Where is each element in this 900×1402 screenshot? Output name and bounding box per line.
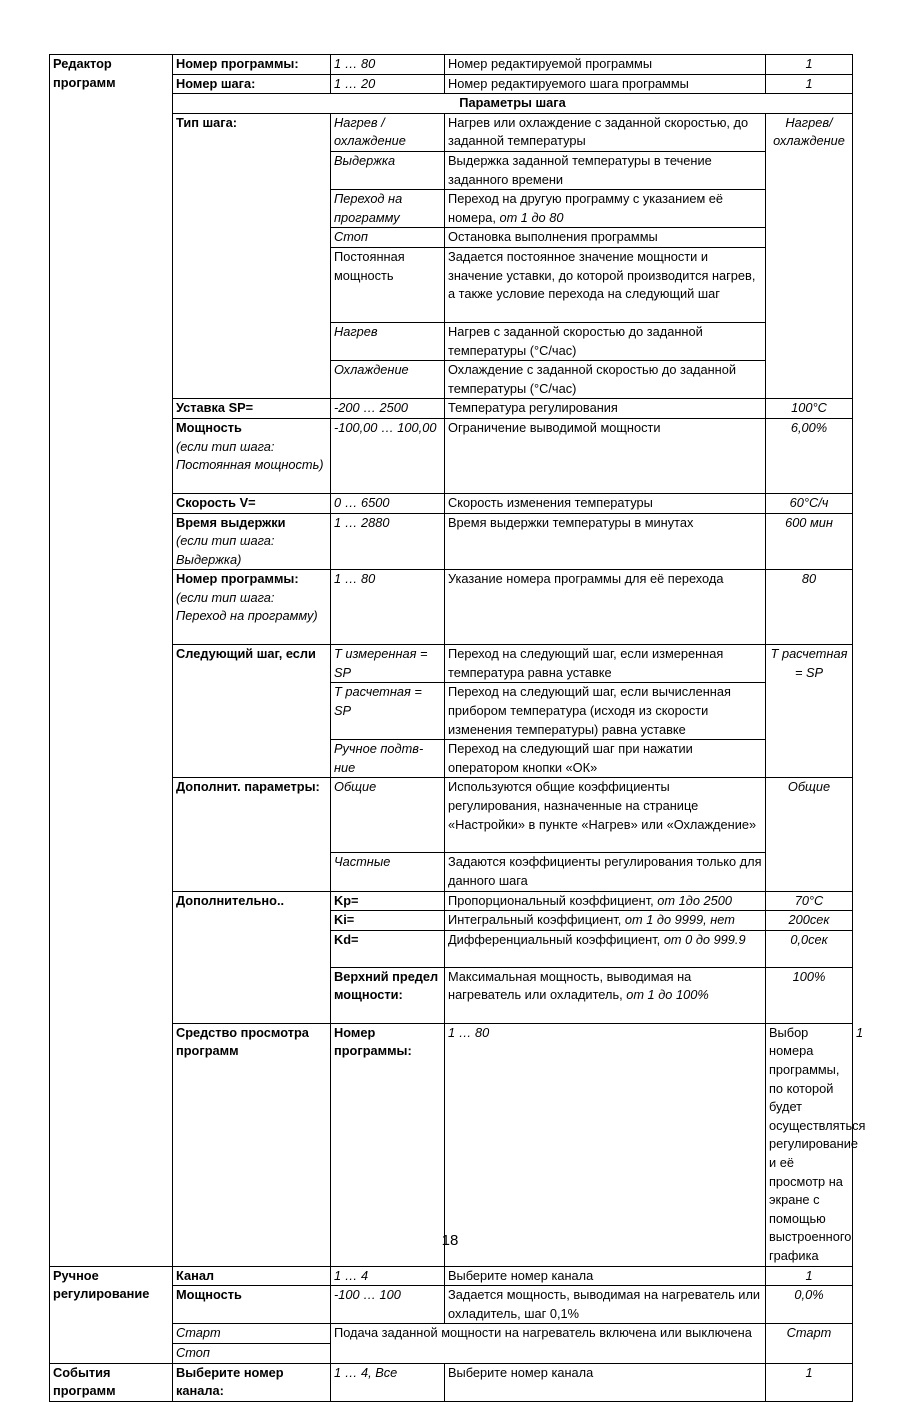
row-kd-cell-0: Kd= <box>331 930 445 967</box>
row-power-cell-2: Ограничение выводимой мощности <box>445 418 766 493</box>
row-manual-stop-cell-0: Стоп <box>173 1343 331 1363</box>
row-manual-channel-cell-0: Ручное регулирование <box>50 1266 173 1363</box>
row-setpoint-cell-1: -200 … 2500 <box>331 399 445 419</box>
row-manual-start-cell-2: Старт <box>766 1324 853 1363</box>
row-step-type-hold-cell-0: Выдержка <box>331 151 445 189</box>
cell-text-segment: Дифференциальный коэффициент, <box>448 931 664 947</box>
cell-text-segment: Переход на программу) <box>176 608 318 624</box>
row-next-step-measured-cell-2: Переход на следующий шаг, если измеренная температура равна уставке <box>445 645 766 683</box>
row-events-cell-3: Выберите номер канала <box>445 1363 766 1401</box>
row-manual-channel-cell-1: Канал <box>173 1266 331 1286</box>
cell-text-segment: (если тип шага: <box>176 589 275 605</box>
row-manual-power-cell-1: -100 … 100 <box>331 1286 445 1324</box>
row-step-number-cell-3: 1 <box>766 74 853 94</box>
row-power-cell-3: 6,00% <box>766 418 853 493</box>
row-next-step-measured-cell-3: Т расчетная = SP <box>766 645 853 778</box>
row-events-cell-4: 1 <box>766 1363 853 1401</box>
row-next-step-measured-cell-1: Т измеренная = SP <box>331 645 445 683</box>
row-extra-params-common-cell-3: Общие <box>766 778 853 891</box>
row-step-type-heating-cell-2: Нагрев или охлаждение с заданной скоростью, до заданной температуры <box>445 113 766 151</box>
row-events-cell-2: 1 … 4, Все <box>331 1363 445 1401</box>
row-program-number-cell-2: 1 … 80 <box>331 55 445 75</box>
row-extra-params-common-cell-2: Используются общие коэффициенты регулирования, назначенные на странице «Настройки» в пункте «Нагрев» или «Охлаждение» <box>445 778 766 853</box>
row-viewer-cell-1: Номер программы: <box>331 1023 445 1266</box>
row-kp-cell-0: Дополнительно.. <box>173 891 331 1023</box>
cell-text-segment: от 1 до 80 <box>499 209 564 225</box>
row-extra-params-private-cell-0: Частные <box>331 853 445 891</box>
row-extra-params-common-cell-1: Общие <box>331 778 445 853</box>
row-program-number-cell-4: 1 <box>766 55 853 75</box>
row-step-number-cell-0: Номер шага: <box>173 74 331 94</box>
row-ki-cell-1 <box>445 911 766 931</box>
row-program-number-cell-3: Номер редактируемой программы <box>445 55 766 75</box>
row-next-step-calculated-cell-0: Т расчетная = SP <box>331 683 445 740</box>
row-step-type-cool-cell-0: Охлаждение <box>331 361 445 399</box>
row-power-limit-cell-2: 100% <box>766 967 853 1023</box>
row-viewer-cell-0: Средство просмотра программ <box>173 1023 331 1266</box>
row-manual-channel-cell-4: 1 <box>766 1266 853 1286</box>
row-next-step-calculated-cell-1: Переход на следующий шаг, если вычисленная прибором температура (исходя из скорости изменения температуры) равна уставке <box>445 683 766 740</box>
row-kp-cell-2 <box>445 891 766 911</box>
row-step-type-hold-cell-1: Выдержка заданной температуры в течение заданного времени <box>445 151 766 189</box>
row-viewer-cell-2: 1 … 80 <box>445 1023 766 1266</box>
row-rate-cell-1: 0 … 6500 <box>331 493 445 513</box>
row-next-step-measured-cell-0: Следующий шаг, если <box>173 645 331 778</box>
row-power-limit-cell-0: Верхний предел мощности: <box>331 967 445 1023</box>
row-manual-channel <box>50 1266 853 1286</box>
row-step-type-constant-power-cell-0: Постоянная мощность <box>331 247 445 322</box>
row-hold-time-cell-1: 1 … 2880 <box>331 513 445 570</box>
cell-text-segment: Время выдержки <box>176 514 286 530</box>
row-manual-channel-cell-3: Выберите номер канала <box>445 1266 766 1286</box>
parameters-table-body <box>50 55 866 1402</box>
row-step-type-heating-cell-0: Тип шага: <box>173 113 331 399</box>
row-step-params-header-cell-0: Параметры шага <box>173 94 853 114</box>
cell-text-segment: Максимальная мощность, выводимая на нагреватель или охладитель, <box>448 968 692 1003</box>
row-step-type-heating-cell-3: Нагрев/ охлаждение <box>766 113 853 399</box>
cell-text-segment: от 1 до 9999, нет <box>624 912 735 928</box>
page-number: 18 <box>441 1232 459 1249</box>
row-goto-program-cell-3: 80 <box>766 570 853 645</box>
cell-text-segment: от 1 до 100% <box>626 987 709 1003</box>
cell-text-segment: Мощность <box>176 419 242 435</box>
row-ki-cell-2: 200сек <box>766 911 853 931</box>
row-extra-params-private-cell-1: Задаются коэффициенты регулирования только для данного шага <box>445 853 766 891</box>
row-goto-program-cell-1: 1 … 80 <box>331 570 445 645</box>
row-program-number-cell-0: Редактор программ <box>50 55 173 1267</box>
cell-text-segment: (если тип шага: Выдержка) <box>176 533 275 567</box>
row-next-step-manual-cell-0: Ручное подтв-ние <box>331 740 445 778</box>
row-kd-cell-1 <box>445 930 766 967</box>
row-step-type-heat-cell-1: Нагрев с заданной скоростью до заданной температуры (°С/час) <box>445 322 766 360</box>
row-rate-cell-2: Скорость изменения температуры <box>445 493 766 513</box>
row-step-type-heat-cell-0: Нагрев <box>331 322 445 360</box>
row-manual-start-cell-0: Старт <box>173 1324 331 1344</box>
row-events-cell-0: События программ <box>50 1363 173 1401</box>
row-goto-program-cell-2: Указание номера программы для её перехода <box>445 570 766 645</box>
row-ki-cell-0: Ki= <box>331 911 445 931</box>
cell-text-segment: Пропорциональный коэффициент, <box>448 892 658 908</box>
cell-text-segment: от 0 до 999.9 <box>663 931 746 947</box>
row-step-type-goto-cell-1 <box>445 190 766 228</box>
row-setpoint-cell-0: Уставка SP= <box>173 399 331 419</box>
row-next-step-manual-cell-1: Переход на следующий шаг при нажатии оператором кнопки «ОК» <box>445 740 766 778</box>
row-kp-cell-1: Kp= <box>331 891 445 911</box>
row-step-number-cell-2: Номер редактируемого шага программы <box>445 74 766 94</box>
cell-text-segment: от 1до 2500 <box>657 892 732 908</box>
row-step-type-stop-cell-1: Остановка выполнения программы <box>445 228 766 248</box>
row-step-type-cool-cell-1: Охлаждение с заданной скоростью до заданной температуры (°С/час) <box>445 361 766 399</box>
row-rate-cell-0: Скорость V= <box>173 493 331 513</box>
row-power-cell-0 <box>173 418 331 493</box>
row-step-type-stop-cell-0: Стоп <box>331 228 445 248</box>
row-hold-time-cell-2: Время выдержки температуры в минутах <box>445 513 766 570</box>
row-extra-params-common-cell-0: Дополнит. параметры: <box>173 778 331 891</box>
row-step-type-constant-power-cell-1: Задается постоянное значение мощности и значение уставки, до которой производится нагрев, а также условие перехода на следующий шаг <box>445 247 766 322</box>
row-rate-cell-3: 60°С/ч <box>766 493 853 513</box>
row-manual-power-cell-0: Мощность <box>173 1286 331 1324</box>
row-step-number-cell-1: 1 … 20 <box>331 74 445 94</box>
row-events <box>50 1363 853 1401</box>
row-goto-program-cell-0 <box>173 570 331 645</box>
row-hold-time-cell-3: 600 мин <box>766 513 853 570</box>
row-setpoint-cell-2: Температура регулирования <box>445 399 766 419</box>
row-kd-cell-2: 0,0сек <box>766 930 853 967</box>
row-manual-channel-cell-2: 1 … 4 <box>331 1266 445 1286</box>
row-manual-power-cell-2: Задается мощность, выводимая на нагреватель или охладитель, шаг 0,1% <box>445 1286 766 1324</box>
row-events-cell-1: Выберите номер канала: <box>173 1363 331 1401</box>
row-kp-cell-3: 70°С <box>766 891 853 911</box>
row-program-number-cell-1: Номер программы: <box>173 55 331 75</box>
row-setpoint-cell-3: 100°С <box>766 399 853 419</box>
row-manual-start-cell-1: Подача заданной мощности на нагреватель включена или выключена <box>331 1324 766 1363</box>
row-hold-time-cell-0 <box>173 513 331 570</box>
row-power-cell-1: -100,00 … 100,00 <box>331 418 445 493</box>
row-viewer: Средство просмотра программ Номер программы: 1 … 80 Выбор номера программы, по которой будет осуществляться регулирование и её просмотр на экране с помощью выстроенного графика 1 <box>50 1023 853 1266</box>
row-program-number <box>50 55 853 75</box>
cell-text-segment: Номер программы: <box>176 571 299 587</box>
cell-text-segment: Интегральный коэффициент, <box>448 912 625 928</box>
cell-text-segment: Переход на другую программу с указанием её номера, <box>448 191 724 225</box>
row-manual-power-cell-3: 0,0% <box>766 1286 853 1324</box>
row-power-limit-cell-1 <box>445 967 766 1023</box>
row-step-type-heating-cell-1: Нагрев /охлаждение <box>331 113 445 151</box>
row-step-type-goto-cell-0: Переход на программу <box>331 190 445 228</box>
parameters-table <box>49 54 866 1402</box>
cell-text-segment: (если тип шага: Постоянная мощность) <box>176 438 324 473</box>
row-viewer-cell-3: Выбор номера программы, по которой будет осуществляться регулирование и её просмотр на экране с помощью выстроенного графика <box>766 1023 853 1266</box>
